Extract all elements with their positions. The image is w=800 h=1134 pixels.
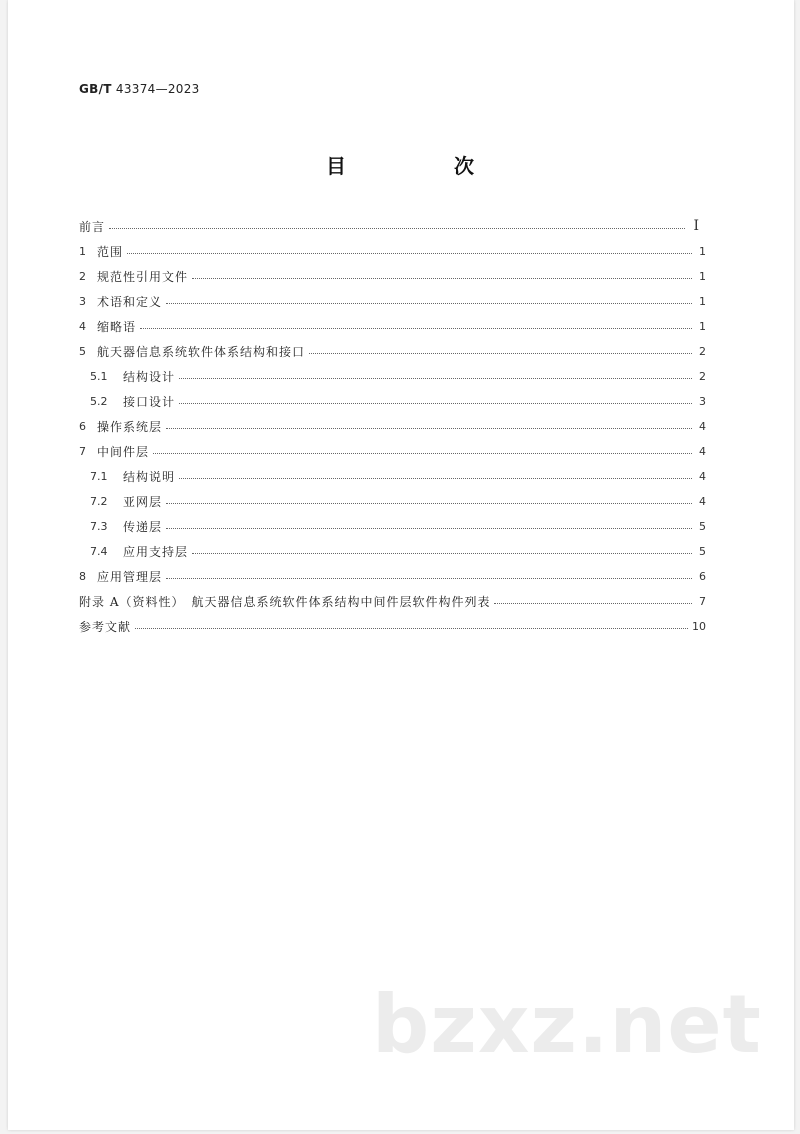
toc-item-number: 7.3 [90, 519, 108, 533]
toc-item-label: 结构设计 [123, 369, 176, 384]
toc-item-page: 1 [699, 244, 706, 258]
dot-leader [135, 627, 688, 629]
toc-item-number: 7.1 [90, 469, 108, 483]
toc-item-label: 传递层 [123, 519, 163, 534]
toc-item-page: 6 [699, 569, 706, 583]
toc-item-number: 4 [79, 319, 86, 333]
dot-leader [166, 502, 692, 504]
dot-leader [140, 327, 692, 329]
site-watermark: bzxz.net [372, 978, 762, 1071]
toc-item-number: 6 [79, 419, 86, 433]
toc-item-label: 航天器信息系统软件体系结构和接口 [97, 344, 306, 359]
dot-leader [166, 577, 692, 579]
toc-item-page: 7 [699, 594, 706, 608]
toc-item-7-3[interactable] [90, 516, 706, 536]
standard-number [79, 82, 200, 96]
toc-item-page: I [693, 218, 699, 234]
toc-item-5-2[interactable] [90, 391, 706, 411]
toc-item-label: 亚网层 [123, 494, 163, 509]
toc-item-number: 7 [79, 444, 86, 458]
toc-item-5[interactable] [79, 341, 706, 361]
toc-item-number: 3 [79, 294, 86, 308]
toc-item-number: 2 [79, 269, 86, 283]
toc-item-5-1[interactable] [90, 366, 706, 386]
toc-item-page: 5 [699, 519, 706, 533]
toc-item-7[interactable] [79, 441, 706, 461]
dot-leader [166, 527, 692, 529]
toc-item-page: 4 [699, 494, 706, 508]
standard-prefix: GB/T [79, 82, 112, 96]
toc-item-7-1[interactable] [90, 466, 706, 486]
toc-item-number: 1 [79, 244, 86, 258]
toc-item-label: 范围 [97, 244, 124, 259]
toc-item-page: 1 [699, 269, 706, 283]
toc-item-page: 4 [699, 419, 706, 433]
toc-item-8[interactable] [79, 566, 706, 586]
dot-leader [494, 602, 692, 604]
toc-item-4[interactable] [79, 316, 706, 336]
toc-item-label: 操作系统层 [97, 419, 163, 434]
dot-leader [166, 427, 692, 429]
toc-item-references[interactable] [79, 616, 706, 636]
dot-leader [179, 402, 692, 404]
standard-code: 43374—2023 [115, 82, 200, 96]
page-title: 目 次 [326, 154, 518, 178]
toc-item-2[interactable] [79, 266, 706, 286]
toc-item-page: 1 [699, 319, 706, 333]
dot-leader [179, 477, 692, 479]
toc-item-label: 前言 [79, 219, 106, 234]
toc-item-label: 接口设计 [123, 394, 176, 409]
toc-item-number: 7.4 [90, 544, 108, 558]
toc-item-label: 术语和定义 [97, 294, 163, 309]
toc-item-page: 2 [699, 369, 706, 383]
toc-item-label: 结构说明 [123, 469, 176, 484]
dot-leader [192, 552, 692, 554]
toc-item-page: 2 [699, 344, 706, 358]
toc-item-page: 10 [692, 619, 706, 633]
toc-item-number: 8 [79, 569, 86, 583]
toc-item-label: 中间件层 [97, 444, 150, 459]
dot-leader [153, 452, 692, 454]
dot-leader [109, 227, 685, 229]
toc-item-page: 3 [699, 394, 706, 408]
toc-item-page: 4 [699, 469, 706, 483]
toc-item-number: 5.2 [90, 394, 108, 408]
toc-item-number: 7.2 [90, 494, 108, 508]
toc-item-label: 附录 A（资料性） 航天器信息系统软件体系结构中间件层软件构件列表 [79, 594, 491, 609]
toc-item-label: 参考文献 [79, 619, 132, 634]
toc-item-label: 缩略语 [97, 319, 137, 334]
toc-item-page: 5 [699, 544, 706, 558]
toc-item-label: 应用管理层 [97, 569, 163, 584]
toc-item-7-2[interactable] [90, 491, 706, 511]
dot-leader [179, 377, 692, 379]
toc-item-page: 4 [699, 444, 706, 458]
toc-item-label: 规范性引用文件 [97, 269, 189, 284]
toc-item-appendix-a[interactable] [79, 591, 706, 611]
dot-leader [166, 302, 692, 304]
dot-leader [192, 277, 692, 279]
toc-item-1[interactable] [79, 241, 706, 261]
toc-item-7-4[interactable] [90, 541, 706, 561]
toc-item-label: 应用支持层 [123, 544, 189, 559]
toc-item-number: 5.1 [90, 369, 108, 383]
dot-leader [127, 252, 692, 254]
toc-item-preface[interactable] [79, 216, 699, 236]
toc-item-number: 5 [79, 344, 86, 358]
toc-item-6[interactable] [79, 416, 706, 436]
dot-leader [309, 352, 692, 354]
toc-item-page: 1 [699, 294, 706, 308]
toc-item-3[interactable] [79, 291, 706, 311]
